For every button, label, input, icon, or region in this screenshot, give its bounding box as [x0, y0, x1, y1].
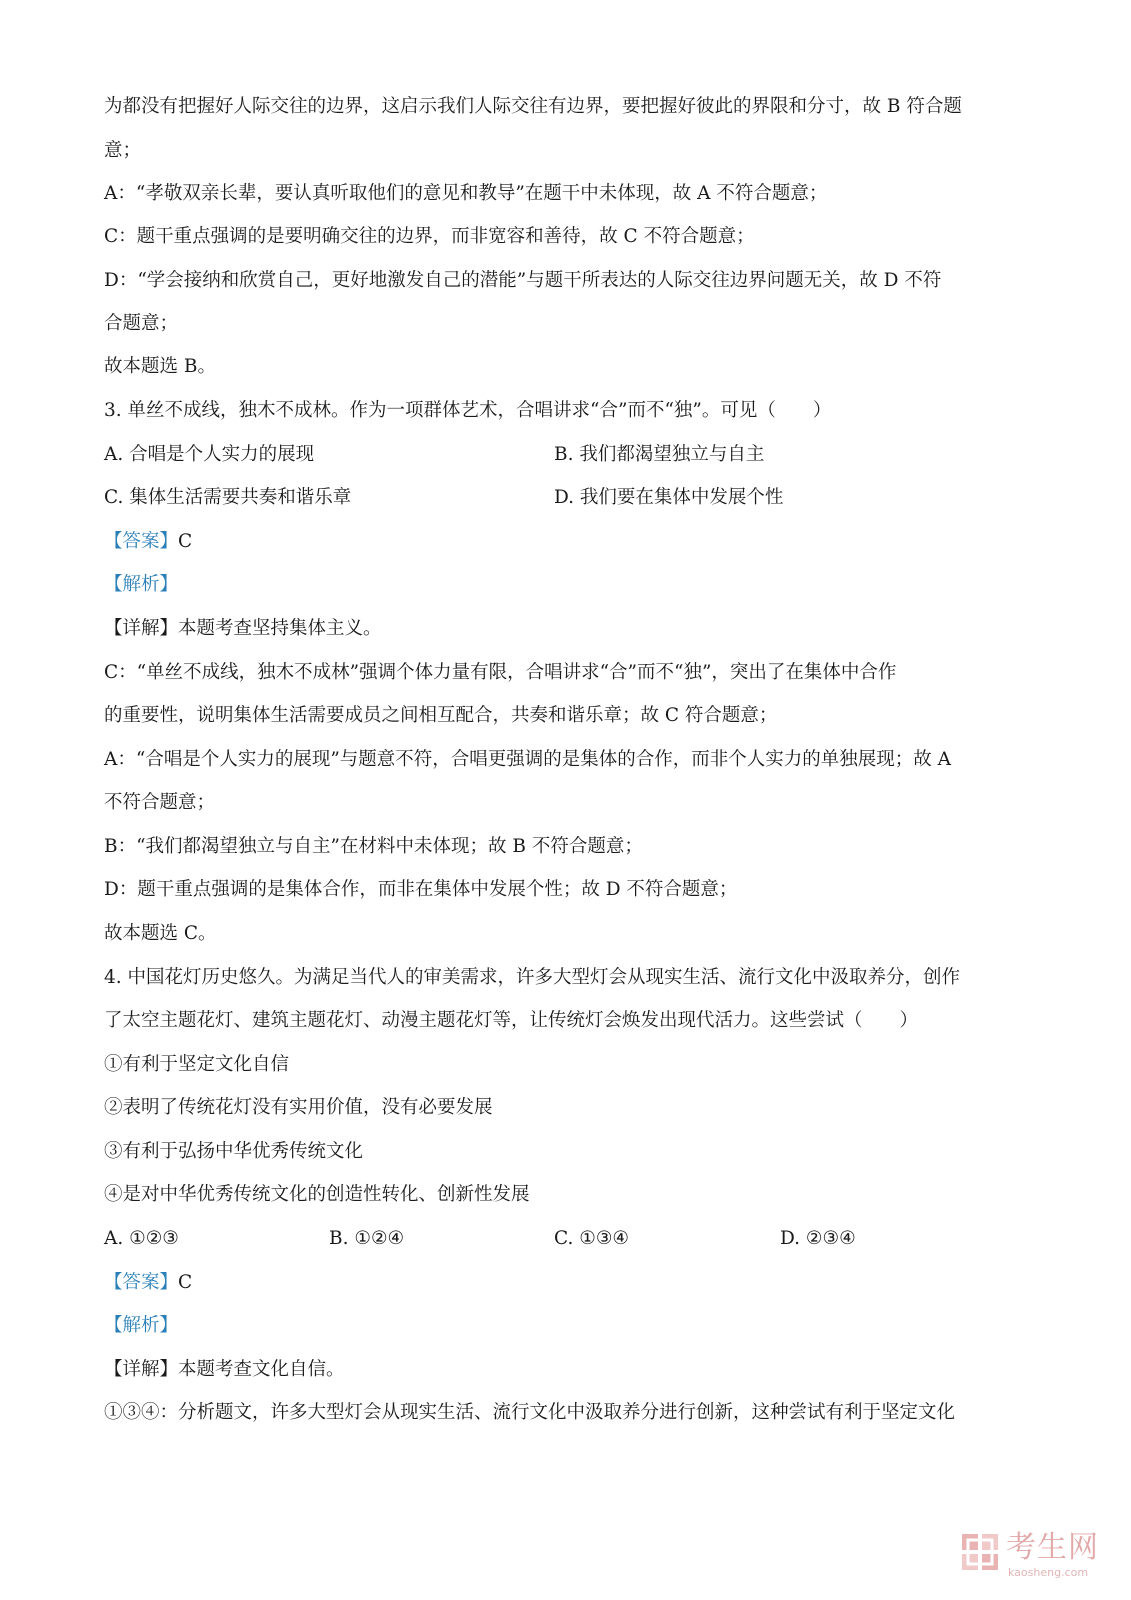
q3-option-d: D. 我们要在集体中发展个性 [554, 487, 784, 508]
text-line: 为都没有把握好人际交往的边界，这启示我们人际交往有边界，要把握好彼此的界限和分寸，故 B 符合题 [104, 96, 962, 117]
q3-analysis-heading [104, 572, 1021, 598]
q3-answer [104, 529, 1021, 555]
text-line: A：“孝敬双亲长辈，要认真听取他们的意见和教导”在题干中未体现，故 A 不符合题意； [104, 183, 828, 204]
text-line: D：“学会接纳和欣赏自己，更好地激发自己的潜能”与题干所表达的人际交往边界问题无关，故 D 不符 [104, 270, 942, 291]
q3-explain-line: 的重要性，说明集体生活需要成员之间相互配合，共奏和谐乐章；故 C 符合题意； [104, 705, 778, 726]
q4-item: ①有利于坚定文化自信 [104, 1054, 290, 1075]
question-3-stem: 3. 单丝不成线，独木不成林。作为一项群体艺术，合唱讲求“合”而不“独”。可见（ ） [104, 400, 832, 421]
detail-tag: 【详解】 [104, 1359, 179, 1380]
q4-option-d: D. ②③④ [780, 1228, 856, 1249]
q4-detail [104, 1357, 1021, 1383]
q4-explain-line: ①③④：分析题文，许多大型灯会从现实生活、流行文化中汲取养分进行创新，这种尝试有利于坚定文化 [104, 1402, 956, 1423]
kaosheng-logo-icon [960, 1532, 1000, 1572]
text-line: 合题意； [104, 313, 179, 334]
detail-text: 本题考查文化自信。 [178, 1359, 345, 1380]
analysis-tag: 【解析】 [104, 1315, 179, 1336]
q4-item: ④是对中华优秀传统文化的创造性转化、创新性发展 [104, 1184, 530, 1205]
q4-answer [104, 1270, 1021, 1296]
q3-explain-line: D：题干重点强调的是集体合作，而非在集体中发展个性；故 D 不符合题意； [104, 879, 738, 900]
text-line: 故本题选 B。 [104, 356, 216, 377]
watermark [960, 1530, 1110, 1584]
q3-detail [104, 616, 1021, 642]
q3-explain-line: B：“我们都渴望独立与自主”在材料中未体现；故 B 不符合题意； [104, 836, 643, 857]
answer-value: C [178, 531, 193, 552]
watermark-domain: kaosheng.com [1008, 1566, 1089, 1579]
q4-option-c: C. ①③④ [554, 1228, 630, 1249]
q3-option-a: A. 合唱是个人实力的展现 [104, 444, 315, 465]
q4-analysis-heading [104, 1313, 1021, 1339]
detail-text: 本题考查坚持集体主义。 [178, 618, 382, 639]
q4-option-a: A. ①②③ [104, 1228, 179, 1249]
answer-tag: 【答案】 [104, 531, 179, 552]
answer-tag: 【答案】 [104, 1272, 179, 1293]
text-line: 意； [104, 140, 142, 161]
q3-explain-line: 故本题选 C。 [104, 923, 217, 944]
q3-explain-line: 不符合题意； [104, 792, 216, 813]
q4-item: ③有利于弘扬中华优秀传统文化 [104, 1141, 364, 1162]
q4-item: ②表明了传统花灯没有实用价值，没有必要发展 [104, 1097, 493, 1118]
question-4-stem: 4. 中国花灯历史悠久。为满足当代人的审美需求，许多大型灯会从现实生活、流行文化中汲取养分，创作 [104, 967, 961, 988]
watermark-brand: 考生网 [1006, 1530, 1099, 1565]
q3-option-b: B. 我们都渴望独立与自主 [554, 444, 765, 465]
q3-explain-line: A：“合唱是个人实力的展现”与题意不符，合唱更强调的是集体的合作，而非个人实力的单独展现；故 A [104, 749, 952, 770]
answer-value: C [178, 1272, 193, 1293]
text-line: C：题干重点强调的是要明确交往的边界，而非宽容和善待，故 C 不符合题意； [104, 226, 755, 247]
analysis-tag: 【解析】 [104, 574, 179, 595]
q3-option-c: C. 集体生活需要共奏和谐乐章 [104, 487, 352, 508]
q3-explain-line: C：“单丝不成线，独木不成林”强调个体力量有限，合唱讲求“合”而不“独”，突出了在集体中合作 [104, 662, 897, 683]
q4-option-b: B. ①②④ [329, 1228, 405, 1249]
question-4-stem: 了太空主题花灯、建筑主题花灯、动漫主题花灯等，让传统灯会焕发出现代活力。这些尝试（ ） [104, 1010, 919, 1031]
detail-tag: 【详解】 [104, 618, 179, 639]
